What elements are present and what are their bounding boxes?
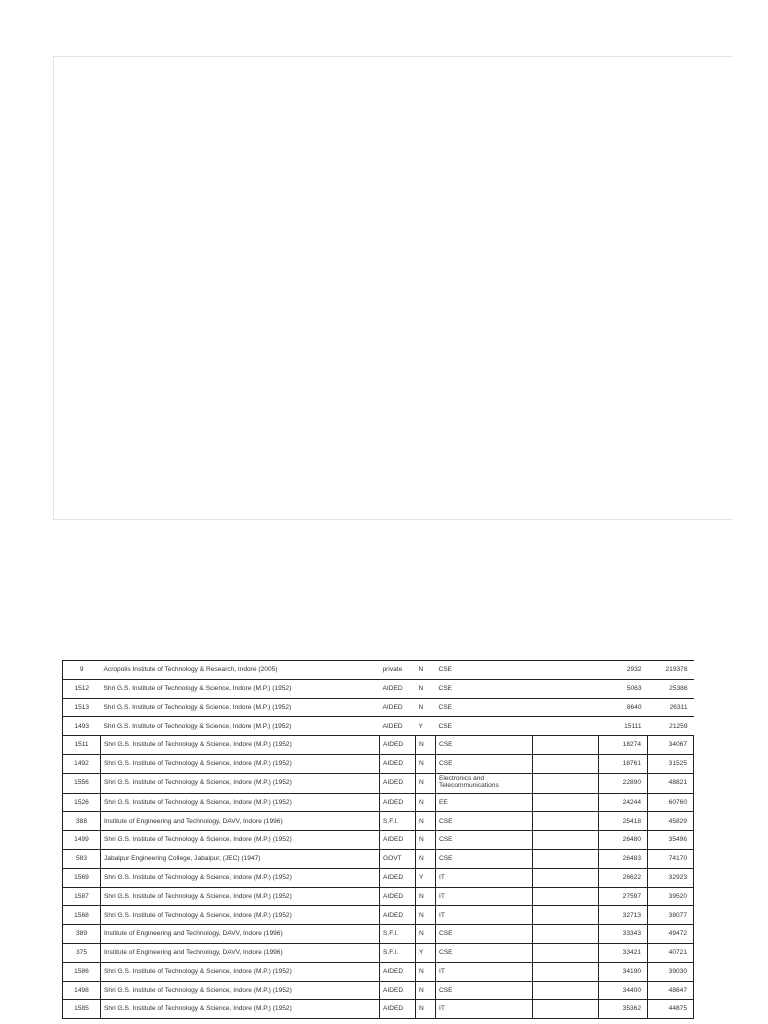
empty-cell [533, 1000, 599, 1019]
empty-cell [533, 736, 599, 755]
branch-cell: IT [436, 962, 533, 981]
row-id-cell: 1568 [63, 906, 101, 925]
opening-rank-cell: 33421 [599, 943, 648, 962]
institute-name-cell: Shri G.S. Institute of Technology & Science, Indore (M.P.) (1952) [101, 831, 380, 850]
opening-rank-cell: 27597 [599, 887, 648, 906]
table-row [63, 736, 694, 755]
institute-name-cell: Institute of Engineering and Technology, DAVV, Indore (1996) [101, 812, 380, 831]
institute-name-cell: Institute of Engineering and Technology, DAVV, Indore (1996) [101, 943, 380, 962]
empty-cell [533, 925, 599, 944]
institute-name-cell: Shri G.S. Institute of Technology & Science, Indore (M.P.) (1952) [101, 717, 380, 736]
branch-cell: EE [436, 793, 533, 812]
row-id-cell: 9 [63, 661, 101, 680]
college-rank-table-container [62, 660, 694, 1024]
flag-cell: Y [416, 943, 436, 962]
row-id-cell: 1493 [63, 717, 101, 736]
institute-name-cell: Shri G.S. Institute of Technology & Science, Indore (M.P.) (1952) [101, 736, 380, 755]
institute-type-cell: AIDED [380, 773, 416, 793]
institute-type-cell: AIDED [380, 868, 416, 887]
row-id-cell: 1492 [63, 754, 101, 773]
opening-rank-cell: 35362 [599, 1000, 648, 1019]
flag-cell: N [416, 812, 436, 831]
table-row [63, 679, 694, 698]
table-row [63, 1000, 694, 1019]
flag-cell: N [416, 962, 436, 981]
closing-rank-cell: 39030 [648, 962, 694, 981]
institute-type-cell: S.F.I. [380, 812, 416, 831]
institute-type-cell: GOVT [380, 849, 416, 868]
closing-rank-cell: 34067 [648, 736, 694, 755]
closing-rank-cell: 60760 [648, 793, 694, 812]
flag-cell: N [416, 906, 436, 925]
institute-type-cell: AIDED [380, 981, 416, 1000]
empty-cell [533, 831, 599, 850]
opening-rank-cell: 26622 [599, 868, 648, 887]
empty-cell [533, 981, 599, 1000]
branch-cell: Electronics and Telecommunications [436, 773, 533, 793]
closing-rank-cell: 21259 [648, 717, 694, 736]
closing-rank-cell: 44875 [648, 1000, 694, 1019]
table-row [63, 887, 694, 906]
closing-rank-cell: 40721 [648, 943, 694, 962]
table-row [63, 943, 694, 962]
institute-name-cell: Institute of Engineering and Technology, DAVV, Indore (1996) [101, 925, 380, 944]
opening-rank-cell: 24244 [599, 793, 648, 812]
opening-rank-cell: 18274 [599, 736, 648, 755]
branch-cell: CSE [436, 736, 533, 755]
institute-name-cell: Shri G.S. Institute of Technology & Science, Indore (M.P.) (1952) [101, 962, 380, 981]
opening-rank-cell: 15111 [599, 717, 648, 736]
row-id-cell: 1511 [63, 736, 101, 755]
row-id-cell: 389 [63, 925, 101, 944]
institute-type-cell: AIDED [380, 906, 416, 925]
institute-type-cell: AIDED [380, 793, 416, 812]
closing-rank-cell: 48647 [648, 981, 694, 1000]
closing-rank-cell: 39520 [648, 887, 694, 906]
empty-cell [533, 962, 599, 981]
institute-type-cell: AIDED [380, 831, 416, 850]
flag-cell: N [416, 925, 436, 944]
institute-type-cell: AIDED [380, 679, 416, 698]
closing-rank-cell: 219378 [648, 661, 694, 680]
empty-cell [533, 943, 599, 962]
college-rank-table [62, 660, 694, 1019]
institute-name-cell: Shri G.S. Institute of Technology & Science, Indore (M.P.) (1952) [101, 679, 380, 698]
row-id-cell: 1526 [63, 793, 101, 812]
flag-cell: N [416, 887, 436, 906]
flag-cell: N [416, 736, 436, 755]
closing-rank-cell: 45829 [648, 812, 694, 831]
row-id-cell: 1512 [63, 679, 101, 698]
table-row [63, 925, 694, 944]
flag-cell: N [416, 1000, 436, 1019]
flag-cell: N [416, 773, 436, 793]
branch-cell: CSE [436, 943, 533, 962]
institute-name-cell: Shri G.S. Institute of Technology & Science, Indore (M.P.) (1952) [101, 1000, 380, 1019]
institute-name-cell: Shri G.S. Institute of Technology & Science, Indore (M.P.) (1952) [101, 868, 380, 887]
table-row [63, 812, 694, 831]
branch-cell: IT [436, 906, 533, 925]
opening-rank-cell: 2932 [599, 661, 648, 680]
row-id-cell: 1499 [63, 831, 101, 850]
opening-rank-cell: 34400 [599, 981, 648, 1000]
opening-rank-cell: 22890 [599, 773, 648, 793]
institute-type-cell: AIDED [380, 887, 416, 906]
institute-type-cell: AIDED [380, 1000, 416, 1019]
row-id-cell: 1586 [63, 962, 101, 981]
opening-rank-cell: 18761 [599, 754, 648, 773]
table-row [63, 661, 694, 680]
closing-rank-cell: 26311 [648, 698, 694, 717]
empty-cell [533, 773, 599, 793]
institute-name-cell: Shri G.S. Institute of Technology & Science, Indore (M.P.) (1952) [101, 773, 380, 793]
branch-cell: IT [436, 1000, 533, 1019]
table-row [63, 981, 694, 1000]
empty-cell [533, 868, 599, 887]
institute-name-cell: Shri G.S. Institute of Technology & Science, Indore (M.P.) (1952) [101, 887, 380, 906]
empty-cell [533, 812, 599, 831]
branch-cell: CSE [436, 661, 533, 680]
branch-cell: CSE [436, 849, 533, 868]
closing-rank-cell: 32923 [648, 868, 694, 887]
institute-type-cell: S.F.I. [380, 925, 416, 944]
closing-rank-cell: 48821 [648, 773, 694, 793]
opening-rank-cell: 25418 [599, 812, 648, 831]
opening-rank-cell: 32713 [599, 906, 648, 925]
row-id-cell: 1569 [63, 868, 101, 887]
institute-type-cell: AIDED [380, 736, 416, 755]
flag-cell: Y [416, 868, 436, 887]
opening-rank-cell: 33343 [599, 925, 648, 944]
branch-cell: CSE [436, 679, 533, 698]
empty-cell [533, 887, 599, 906]
branch-cell: CSE [436, 831, 533, 850]
empty-cell [533, 661, 599, 680]
empty-cell [533, 906, 599, 925]
closing-rank-cell: 35496 [648, 831, 694, 850]
table-row [63, 962, 694, 981]
table-row [63, 831, 694, 850]
flag-cell: Y [416, 717, 436, 736]
row-id-cell: 375 [63, 943, 101, 962]
branch-cell: CSE [436, 812, 533, 831]
flag-cell: N [416, 831, 436, 850]
institute-name-cell: Shri G.S. Institute of Technology & Science, Indore (M.P.) (1952) [101, 793, 380, 812]
institute-type-cell: AIDED [380, 754, 416, 773]
table-row [63, 868, 694, 887]
row-id-cell: 1513 [63, 698, 101, 717]
institute-name-cell: Shri G.S. Institute of Technology & Science, Indore (M.P.) (1952) [101, 981, 380, 1000]
branch-cell: CSE [436, 754, 533, 773]
row-id-cell: 388 [63, 812, 101, 831]
institute-type-cell: AIDED [380, 717, 416, 736]
table-row [63, 849, 694, 868]
table-row [63, 906, 694, 925]
institute-name-cell: Shri G.S. Institute of Technology & Science, Indore (M.P.) (1952) [101, 906, 380, 925]
flag-cell: N [416, 793, 436, 812]
table-row [63, 754, 694, 773]
branch-cell: CSE [436, 925, 533, 944]
institute-name-cell: Acropolis Institute of Technology & Research, Indore (2005) [101, 661, 380, 680]
closing-rank-cell: 25386 [648, 679, 694, 698]
table-row [63, 773, 694, 793]
opening-rank-cell: 5063 [599, 679, 648, 698]
flag-cell: N [416, 849, 436, 868]
blank-document-panel [53, 56, 733, 520]
institute-name-cell: Shri G.S. Institute of Technology & Science, Indore (M.P.) (1952) [101, 754, 380, 773]
row-id-cell: 1587 [63, 887, 101, 906]
table-row [63, 698, 694, 717]
row-id-cell: 1585 [63, 1000, 101, 1019]
institute-type-cell: AIDED [380, 962, 416, 981]
flag-cell: N [416, 661, 436, 680]
empty-cell [533, 679, 599, 698]
closing-rank-cell: 38077 [648, 906, 694, 925]
row-id-cell: 583 [63, 849, 101, 868]
opening-rank-cell: 26483 [599, 849, 648, 868]
opening-rank-cell: 26480 [599, 831, 648, 850]
flag-cell: N [416, 981, 436, 1000]
institute-name-cell: Jabalpur Engineering College, Jabalpur, (JEC) (1947) [101, 849, 380, 868]
institute-type-cell: private [380, 661, 416, 680]
institute-type-cell: S.F.I. [380, 943, 416, 962]
table-row [63, 793, 694, 812]
empty-cell [533, 793, 599, 812]
empty-cell [533, 698, 599, 717]
closing-rank-cell: 31525 [648, 754, 694, 773]
branch-cell: IT [436, 887, 533, 906]
closing-rank-cell: 74170 [648, 849, 694, 868]
empty-cell [533, 717, 599, 736]
opening-rank-cell: 34190 [599, 962, 648, 981]
empty-cell [533, 849, 599, 868]
flag-cell: N [416, 754, 436, 773]
institute-name-cell: Shri G.S. Institute of Technology & Science, Indore (M.P.) (1952) [101, 698, 380, 717]
branch-cell: IT [436, 868, 533, 887]
flag-cell: N [416, 698, 436, 717]
closing-rank-cell: 49472 [648, 925, 694, 944]
row-id-cell: 1556 [63, 773, 101, 793]
institute-type-cell: AIDED [380, 698, 416, 717]
branch-cell: CSE [436, 717, 533, 736]
row-id-cell: 1498 [63, 981, 101, 1000]
branch-cell: CSE [436, 698, 533, 717]
flag-cell: N [416, 679, 436, 698]
branch-cell: CSE [436, 981, 533, 1000]
empty-cell [533, 754, 599, 773]
table-row [63, 717, 694, 736]
opening-rank-cell: 8640 [599, 698, 648, 717]
